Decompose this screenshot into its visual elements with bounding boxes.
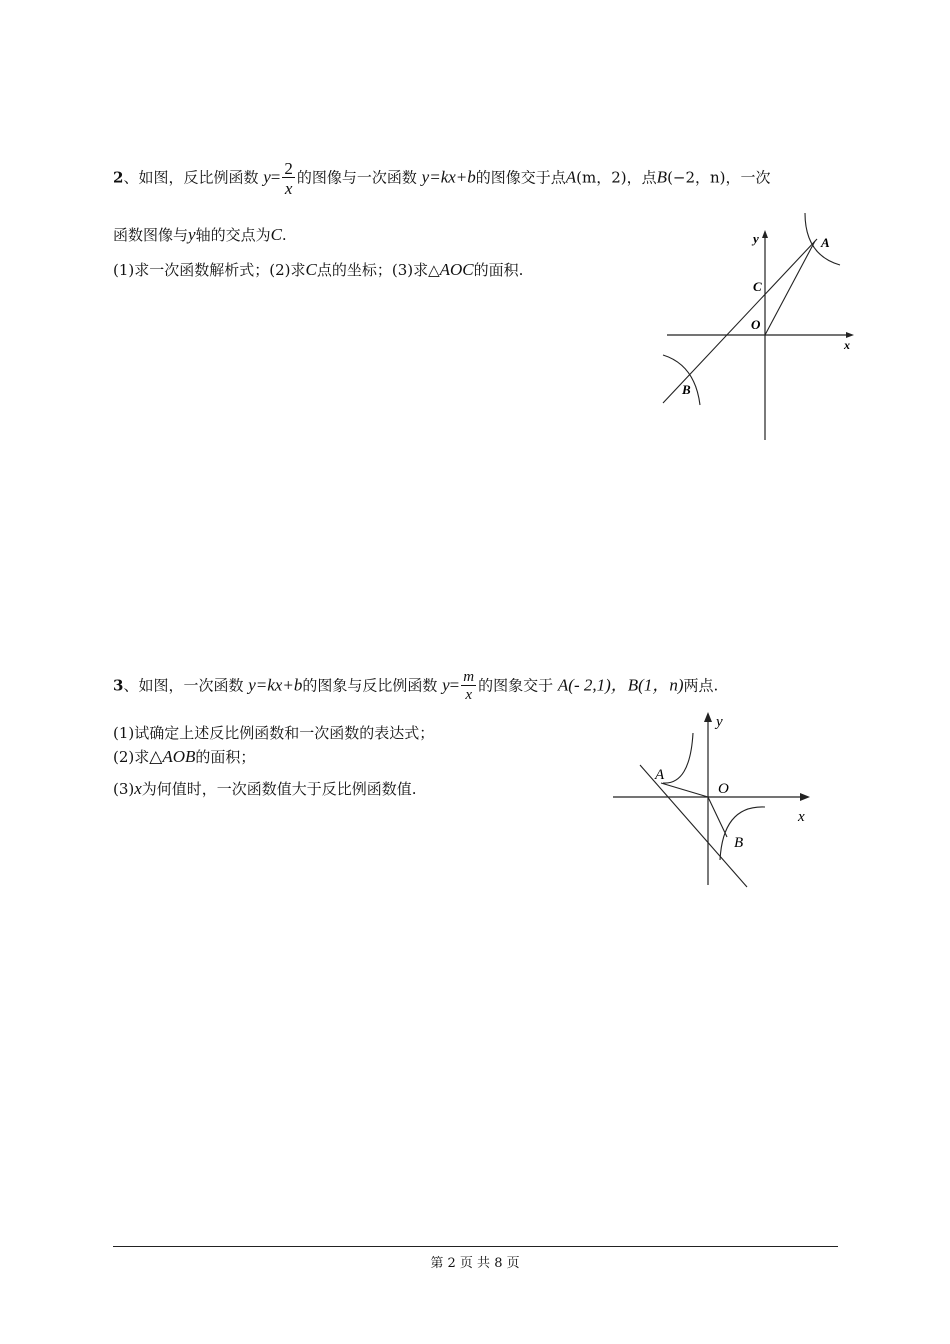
x-axis-arrow [800, 793, 810, 801]
footer-rule [113, 1246, 838, 1247]
y-axis-arrow [762, 230, 768, 238]
problem3-q1: (1)试确定上述反比例函数和一次函数的表达式； [113, 724, 435, 742]
segment-OA [765, 241, 815, 335]
problem3-q2: (2)求△AOB的面积； [113, 747, 256, 766]
label-y: y [753, 231, 759, 246]
fraction-2-over-x: $\frac{2}{x}$ [284, 159, 293, 198]
label-A: A [655, 767, 665, 783]
segment-OB [708, 797, 727, 837]
linear-function-line [640, 765, 747, 887]
label-y: y [716, 714, 723, 730]
problem2-line2: 函数图像与y轴的交点为C. [113, 225, 287, 244]
problem3-figure [605, 705, 820, 890]
label-C: C [753, 279, 762, 294]
label-B: B [734, 835, 744, 851]
label-A: A [821, 235, 830, 250]
page-footer: 第 2 页 共 8 页 [430, 1256, 520, 1271]
label-x: x [798, 809, 805, 825]
label-B: B [682, 382, 691, 397]
problem3-q3: (3)x为何值时，一次函数值大于反比例函数值. [113, 779, 417, 798]
problem3-number: 3 [113, 676, 124, 695]
hyperbola-branch-second-quadrant [663, 733, 693, 783]
segment-OA [661, 783, 708, 797]
linear-function-line [663, 239, 817, 403]
problem2-figure [655, 205, 865, 450]
problem2-line1: 2、如图，反比例函数 y= $\frac{2}{x}$ 的图像与一次函数 y=kx+b的图像交于点A(m，2)，点B(−2，n)，一次 [113, 159, 771, 198]
hyperbola-branch-fourth-quadrant [720, 807, 765, 860]
label-x: x [844, 338, 850, 352]
label-O: O [751, 317, 761, 332]
problem2-number: 2 [113, 168, 124, 187]
fraction-m-over-x: $\frac{m}{x}$ [463, 669, 475, 703]
label-O: O [718, 781, 729, 797]
problem2-questions: (1)求一次函数解析式；(2)求C点的坐标；(3)求△AOC的面积. [113, 260, 524, 279]
problem3-line1: 3、如图，一次函数 y=kx+b的图象与反比例函数 y= $\frac{m}{x}$ 的图象交于 A(- 2,1)，B(1，n)两点. [113, 669, 719, 703]
y-axis-arrow [704, 712, 712, 722]
